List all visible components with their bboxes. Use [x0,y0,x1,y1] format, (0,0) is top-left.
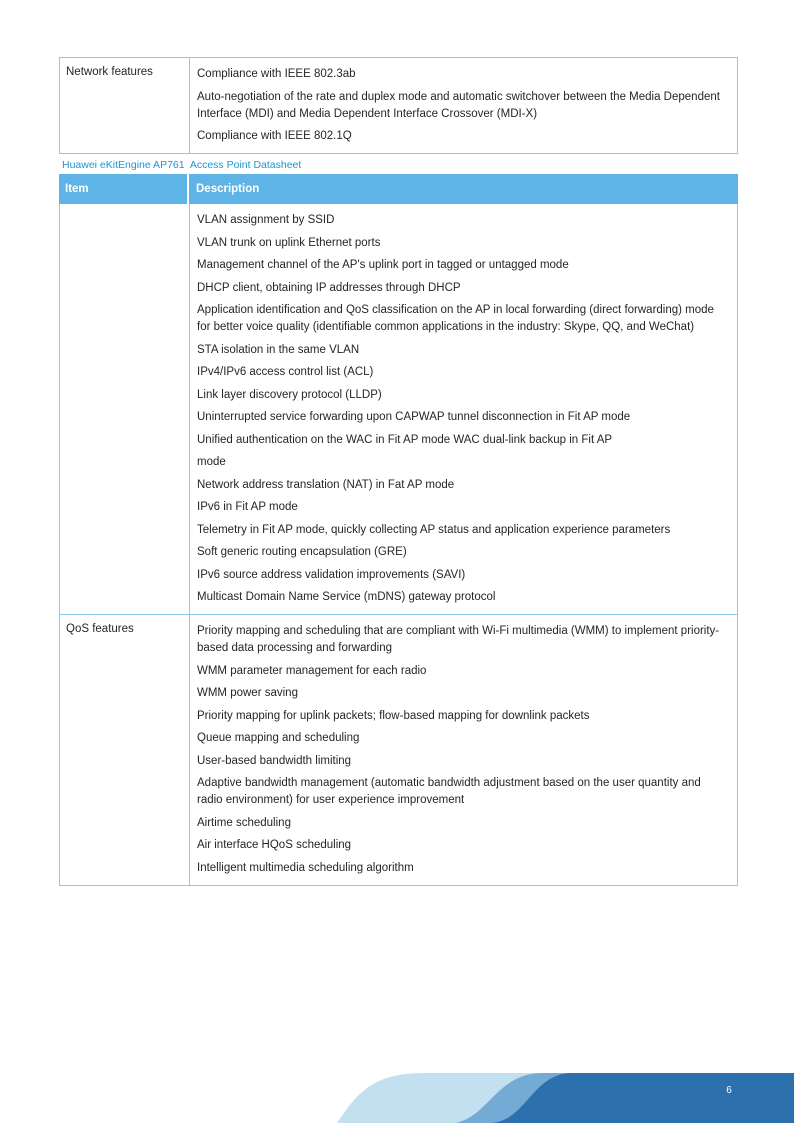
description-paragraph: Air interface HQoS scheduling [197,839,352,851]
description-paragraph: WMM parameter management for each radio [197,664,427,677]
header-item: Item [59,174,189,204]
description-paragraph: VLAN assignment by SSID [197,214,335,226]
description-paragraph: DHCP client, obtaining IP addresses through DHCP [197,281,461,294]
description-paragraph: Compliance with IEEE 802.1Q [197,130,352,142]
network-features-table [59,57,738,154]
table-body [59,204,738,886]
description-paragraph: Adaptive bandwidth management (automatic bandwidth adjustment based on the user quantity and radio environment) for user experience improvement [197,777,701,806]
item-cell: Network features [60,58,190,153]
description-paragraph: Multicast Domain Name Service (mDNS) gateway protocol [197,591,496,603]
features-table [59,174,738,886]
description-paragraph: Uninterrupted service forwarding upon CAPWAP tunnel disconnection in Fit AP mode [197,411,631,423]
item-cell [60,204,190,614]
table-header-row [59,174,738,204]
description-paragraph: Priority mapping and scheduling that are compliant with Wi-Fi multimedia (WMM) to implement priority-based data processing and forwarding [197,625,720,654]
description-paragraph: Queue mapping and scheduling [197,732,360,744]
description-paragraph: Soft generic routing encapsulation (GRE) [197,546,407,558]
description-paragraph: Application identification and QoS classification on the AP in local forwarding (direct forwarding) mode for better voice quality (identifiable common applications in the industry: Skype, QQ, and WeChat) [197,304,714,333]
description-paragraph: Telemetry in Fit AP mode, quickly collecting AP status and application experience parameters [197,523,671,536]
header-description: Description [196,183,260,195]
footer-wave-graphic [0,1065,794,1123]
description-paragraph: Unified authentication on the WAC in Fit AP mode WAC dual-link backup in Fit AP [197,433,613,446]
description-cell [190,204,737,614]
description-paragraph: VLAN trunk on uplink Ethernet ports [197,236,381,249]
description-paragraph: Compliance with IEEE 802.3ab [197,68,356,80]
description-paragraph: WMM power saving [197,687,298,699]
description-paragraph: Link layer discovery protocol (LLDP) [197,388,382,401]
description-paragraph: Management channel of the AP's uplink port in tagged or untagged mode [197,259,569,271]
table-row [60,58,737,153]
description-paragraph: mode [197,456,226,468]
description-paragraph: IPv6 source address validation improvements (SAVI) [197,568,466,581]
item-cell: QoS features [60,615,190,885]
description-paragraph: IPv6 in Fit AP mode [197,501,298,513]
description-paragraph: IPv4/IPv6 access control list (ACL) [197,366,374,378]
description-paragraph: User-based bandwidth limiting [197,754,352,767]
page-number: 6 [726,1085,732,1096]
description-cell [190,58,737,153]
table-row [60,614,737,885]
datasheet-caption: Huawei eKitEngine AP761 Access Point Datasheet [62,159,302,171]
description-paragraph: Network address translation (NAT) in Fat AP mode [197,478,455,491]
table-row [60,204,737,614]
description-paragraph: Intelligent multimedia scheduling algorithm [197,861,414,874]
description-paragraph: Auto-negotiation of the rate and duplex mode and automatic switchover between the Media Dependent Interface (MDI) and Media Dependent Interface Crossover (MDI-X) [197,90,720,120]
description-paragraph: Airtime scheduling [197,816,291,829]
description-cell [190,615,737,885]
description-paragraph: Priority mapping for uplink packets; flow-based mapping for downlink packets [197,709,590,722]
description-paragraph: STA isolation in the same VLAN [197,343,360,356]
